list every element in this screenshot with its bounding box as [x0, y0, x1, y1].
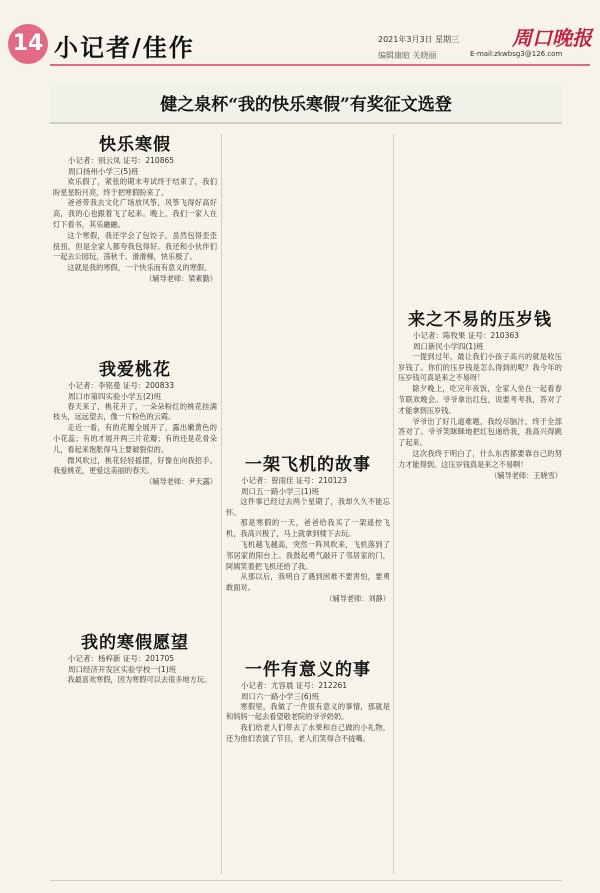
article	[53, 135, 217, 285]
article	[53, 632, 217, 686]
article-teacher: （辅导老师：梁素勤）	[145, 273, 217, 283]
article-school: 周口六一路小学三(6)班	[241, 691, 320, 701]
article	[226, 455, 390, 605]
article-paragraph: 春天来了，桃花开了，一朵朵粉红的桃花挂满枝头，远远望去，像一片粉色的云霞。	[53, 401, 217, 422]
article-title: 一件有意义的事	[245, 659, 371, 680]
article-teacher: （辅导老师：刘静）	[325, 593, 390, 603]
article-paragraph: 寒假里，我做了一件很有意义的事情，那就是和妈妈一起去看望敬老院的爷爷奶奶。	[226, 701, 390, 722]
article-paragraph: 这个寒假，我还学会了包饺子，虽然包得歪歪扭扭，但是全家人都夸我包得好。我还和小伙伴们一起去公园玩，荡秋千、滑滑梯，快乐极了。	[53, 230, 217, 262]
article-paragraph: 这件事已经过去两个星期了，我却久久不能忘怀。	[226, 496, 390, 517]
article-school: 周口扬州小学三(5)班	[68, 166, 139, 176]
contest-banner	[50, 82, 562, 124]
column-divider	[393, 134, 394, 874]
article-title: 一架飞机的故事	[245, 455, 371, 475]
article-paragraph: 这就是我的寒假，一个快乐而有意义的寒假。	[67, 263, 212, 273]
article-title: 我的寒假愿望	[81, 632, 189, 653]
article-school: 周口市第四实验小学五(2)班	[68, 391, 162, 401]
article	[398, 310, 562, 481]
column-right	[398, 130, 562, 481]
article-author: 小记者：陈牧果 证号：210363	[413, 330, 520, 340]
article-paragraph: 一提到过年，最让我们小孩子高兴的就是收压岁钱了。你们的压岁钱是怎么得到的呢？我今年的压岁钱可真是来之不易呀！	[398, 351, 562, 383]
column-left	[53, 130, 217, 686]
article-paragraph: 走近一看，有的花瓣全展开了，露出嫩黄色的小花蕊；有的才展开两三片花瓣；有的还是花骨朵儿，看起来饱胀得马上要破裂似的。	[53, 423, 217, 454]
article-paragraph: 我们给老人们带去了水果和自己做的小礼物，还为他们表演了节目，老人们笑得合不拢嘴。	[226, 723, 390, 743]
article-paragraph: 爸爸带我去文化广场放风筝，风筝飞得好高好高，我的心也跟着飞了起来。晚上，我们一家人在灯下看书，其乐融融。	[53, 198, 217, 229]
article-paragraph: 微风吹过，桃花轻轻摇摆，好像在向我招手。我爱桃花，更爱这美丽的春天。	[53, 455, 217, 476]
article-author: 小记者：李铭曼 证号：200833	[68, 380, 175, 390]
article-paragraph: 欢乐假了，紧张的期末考试终于结束了，我们盼星星盼月亮，终于把寒假盼来了。	[53, 176, 217, 197]
article-author: 小记者：曾雨佳 证号：210123	[241, 475, 348, 485]
column-divider	[221, 134, 222, 874]
issue-date: 2021年3月3日 星期三	[378, 35, 460, 44]
page-number: 14	[8, 24, 48, 64]
newspaper-logo: 周口晚报	[512, 26, 592, 50]
article-author: 小记者：尤容晨 证号：212261	[241, 680, 348, 690]
article-teacher: （辅导老师：王晓雪）	[490, 470, 562, 480]
article-title: 来之不易的压岁钱	[408, 310, 552, 330]
editor-credit: 编辑康暄 关晓丽	[378, 51, 437, 60]
article-title: 快乐寒假	[99, 135, 171, 155]
page-header	[0, 0, 600, 78]
article	[226, 659, 390, 745]
article-school: 周口新民小学四(1)班	[413, 341, 484, 351]
article-author: 小记者：别云凤 证号：210865	[68, 155, 175, 165]
article-title: 我爱桃花	[99, 359, 171, 380]
article-paragraph: 飞机越飞越高，突然一阵风吹来，飞机落到了邻居家的阳台上。我鼓起勇气敲开了邻居家的门，阿姨笑着把飞机还给了我。	[226, 539, 390, 571]
article-author: 小记者：杨梓新 证号：201705	[68, 653, 175, 663]
footer-rule	[50, 880, 562, 881]
banner-title: 健之泉杯“我的快乐寒假”有奖征文选登	[160, 95, 452, 115]
article-paragraph: 爷爷出了好几道难题，我绞尽脑汁，终于全部答对了。爷爷笑眯眯地把红包递给我，我高兴得跳了起来。	[398, 416, 562, 448]
article-paragraph: 从那以后，我明白了遇到困难不要害怕，要勇敢面对。	[226, 572, 390, 593]
article-school: 周口五一路小学三(1)班	[241, 486, 320, 496]
article-paragraph: 我最喜欢寒假，因为寒假可以去很多地方玩。	[67, 674, 212, 684]
article	[53, 359, 217, 488]
article-school: 周口经济开发区实验学校一(1)班	[68, 664, 177, 674]
contact-email: E-mail:zkwbsg3@126.com	[470, 50, 563, 58]
column-middle	[226, 130, 390, 745]
article-paragraph: 那是寒假的一天，爸爸给我买了一架遥控飞机，我高兴极了，马上就拿到楼下去玩。	[226, 518, 390, 539]
section-title: 小记者/佳作	[54, 33, 195, 62]
article-paragraph: 这次我终于明白了，什么东西都要靠自己的努力才能得到。这压岁钱真是来之不易啊！	[398, 448, 562, 469]
article-teacher: （辅导老师：尹天露）	[145, 477, 217, 487]
article-paragraph: 除夕晚上，吃完年夜饭，全家人坐在一起看春节联欢晚会。爷爷拿出红包，说要考考我，答对了才能拿到压岁钱。	[398, 384, 562, 415]
header-rule	[50, 64, 590, 66]
